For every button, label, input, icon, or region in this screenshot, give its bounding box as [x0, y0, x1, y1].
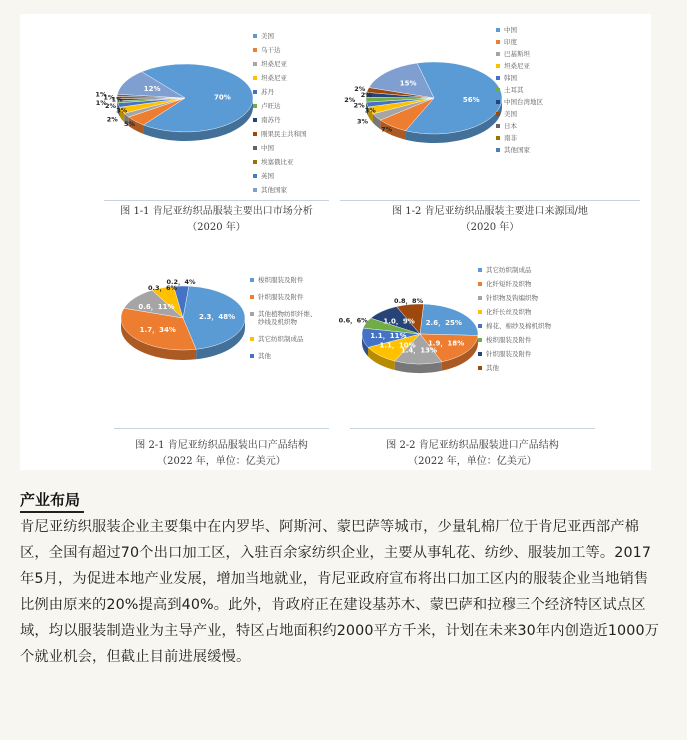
- legend-export-products: [250, 276, 320, 369]
- pie-data-label: 1.1，11%: [370, 332, 407, 341]
- pie-data-label: 3%: [116, 106, 128, 115]
- pie-data-label: 7%: [381, 125, 393, 134]
- section-title: 产业布局: [20, 491, 81, 509]
- figure-caption: [104, 204, 329, 236]
- legend-item: [250, 335, 320, 343]
- pie-data-label: 5%: [124, 120, 136, 129]
- legend-label: 印度: [504, 38, 517, 46]
- legend-item: [478, 294, 558, 302]
- legend-swatch: [253, 48, 257, 52]
- legend-swatch: [496, 100, 500, 104]
- pie-data-label: 1.9，18%: [427, 339, 465, 348]
- legend-item: [478, 280, 558, 288]
- pie-data-label: 12%: [143, 85, 161, 94]
- legend-swatch: [253, 132, 257, 136]
- legend-item: [253, 60, 307, 68]
- legend-swatch: [253, 76, 257, 80]
- pie-data-label: 1.4，13%: [400, 346, 438, 355]
- caption-line1: 图 2-2 肯尼亚纺织品服装进口产品结构: [386, 440, 559, 451]
- legend-label: 其他植物纺织纤维、纱线及机织物: [258, 310, 317, 326]
- legend-item: [253, 46, 307, 54]
- legend-item: [253, 130, 307, 138]
- divider: [340, 200, 640, 201]
- caption-line2: （2020 年）: [187, 222, 246, 233]
- legend-swatch: [253, 118, 257, 122]
- legend-item: [253, 32, 307, 40]
- legend-item: [496, 110, 543, 118]
- legend-item: [253, 74, 307, 82]
- legend-swatch: [478, 268, 482, 272]
- pie-data-label: 0.8，8%: [394, 296, 424, 305]
- legend-label: 土耳其: [504, 86, 524, 94]
- legend-swatch: [253, 34, 257, 38]
- pie-chart-export-markets: [95, 36, 260, 166]
- pie-data-label: 2.3，48%: [198, 312, 236, 321]
- legend-item: [496, 50, 543, 58]
- legend-swatch: [496, 52, 500, 56]
- legend-swatch: [250, 354, 254, 358]
- legend-item: [478, 266, 558, 274]
- pie-data-label: 3%: [356, 117, 369, 126]
- legend-swatch: [253, 160, 257, 164]
- legend-label: 化纤短纤及织物: [486, 280, 532, 288]
- pie-data-label: 56%: [462, 95, 480, 104]
- pie-data-label: 0.6，6%: [338, 316, 368, 325]
- legend-label: 巴基斯坦: [504, 50, 530, 58]
- pie-data-label: 1%: [103, 93, 115, 102]
- legend-item: [496, 26, 543, 34]
- legend-label: 其他国家: [261, 186, 287, 194]
- legend-item: [253, 158, 307, 166]
- legend-item: [478, 336, 558, 344]
- caption-line1: 图 1-2 肯尼亚纺织品服装主要进口来源国/地: [392, 206, 588, 217]
- legend-label: 美国: [261, 32, 274, 40]
- legend-label: 棉花、棉纱及棉机织物: [486, 322, 551, 330]
- legend-label: 埃塞俄比亚: [261, 158, 294, 166]
- legend-item: [496, 38, 543, 46]
- legend-swatch: [253, 174, 257, 178]
- pie-chart-import-products: [338, 282, 488, 392]
- legend-item: [250, 276, 320, 284]
- legend-swatch: [478, 324, 482, 328]
- legend-item: [496, 74, 543, 82]
- pie-data-label: 2%: [353, 101, 365, 110]
- legend-label: 其它纺织制成品: [486, 266, 532, 274]
- legend-label: 坦桑尼亚: [261, 74, 287, 82]
- legend-label: 美国: [504, 110, 517, 118]
- legend-item: [478, 364, 558, 372]
- legend-swatch: [478, 296, 482, 300]
- legend-label: 梭织服装及附件: [258, 276, 304, 284]
- legend-swatch: [253, 104, 257, 108]
- legend-swatch: [478, 282, 482, 286]
- legend-label: 南非: [504, 134, 517, 142]
- pie-data-label: 2%: [354, 84, 366, 93]
- figure-caption: [350, 438, 595, 470]
- legend-swatch: [496, 124, 500, 128]
- legend-label: 其他国家: [504, 146, 530, 154]
- pie-data-label: 0.3，6%: [147, 283, 178, 292]
- legend-item: [496, 98, 543, 106]
- legend-item: [478, 308, 558, 316]
- legend-label: 南苏丹: [261, 116, 281, 124]
- legend-item: [253, 116, 307, 124]
- legend-swatch: [496, 136, 500, 140]
- pie-chart-import-sources: [344, 36, 506, 166]
- legend-item: [253, 186, 307, 194]
- legend-label: 卢旺达: [261, 102, 281, 110]
- legend-item: [253, 88, 307, 96]
- legend-item: [478, 322, 558, 330]
- pie-data-label: 1%: [95, 90, 107, 99]
- legend-export-markets: [253, 32, 307, 200]
- divider: [114, 428, 329, 429]
- pie-data-label: 2%: [106, 115, 118, 124]
- pie-data-label: 0.2，4%: [166, 278, 196, 287]
- legend-swatch: [253, 62, 257, 66]
- legend-swatch: [478, 310, 482, 314]
- legend-swatch: [253, 90, 257, 94]
- legend-item: [496, 122, 543, 130]
- legend-swatch: [496, 28, 500, 32]
- pie-data-label: 3%: [364, 106, 376, 115]
- pie-data-label: 2%: [104, 101, 117, 110]
- body-paragraph: 肯尼亚纺织服装企业主要集中在内罗毕、阿斯河、蒙巴萨等城市，少量轧棉厂位于肯尼亚西部产棉区，全国有超过70个出口加工区，入驻百余家纺织企业，主要从事轧花、纺纱、服装加工等。2017年5月，为促进本地产业发展，增加当地就业，肯尼亚政府宣布将出口加工区内的服装企业当地销售比例由原来的20%提高到40%。此外，肯政府正在建设基苏木、蒙巴萨和拉穆三个经济特区试点区域，均以服装制造业为主导产业，特区占地面积约2000平方千米，计划在未来30年内创造近1000万个就业机会，但截止目前进展缓慢。: [20, 519, 660, 665]
- figure-panel: [20, 14, 651, 470]
- legend-swatch: [250, 337, 254, 341]
- legend-label: 针织服装及附件: [258, 293, 304, 301]
- caption-line1: 图 1-1 肯尼亚纺织品服装主要出口市场分析: [120, 206, 313, 217]
- legend-label: 日本: [504, 122, 517, 130]
- caption-line1: 图 2-1 肯尼亚纺织品服装出口产品结构: [135, 440, 308, 451]
- legend-swatch: [496, 88, 500, 92]
- legend-label: 中国: [504, 26, 517, 34]
- legend-import-sources: [496, 26, 543, 158]
- legend-label: 坦桑尼亚: [504, 62, 530, 70]
- legend-swatch: [496, 148, 500, 152]
- pie-data-label: 2%: [344, 96, 356, 105]
- legend-label: 中国: [261, 144, 274, 152]
- legend-label: 其他: [486, 364, 499, 372]
- legend-label: 刚果民主共和国: [261, 130, 307, 138]
- legend-swatch: [496, 112, 500, 116]
- legend-item: [496, 146, 543, 154]
- legend-swatch: [253, 146, 257, 150]
- pie-data-label: 70%: [214, 93, 231, 102]
- legend-swatch: [478, 352, 482, 356]
- pie-data-label: 1%: [111, 95, 123, 104]
- legend-item: [250, 293, 320, 301]
- legend-label: 其它纺织制成品: [258, 335, 304, 343]
- pie-data-label: 2.6，25%: [425, 318, 462, 327]
- pie-data-label: 0.6，11%: [138, 302, 175, 311]
- legend-swatch: [478, 366, 482, 370]
- legend-label: 坦桑尼亚: [261, 60, 287, 68]
- caption-line2: （2022 年，单位：亿美元）: [157, 456, 286, 467]
- pie-data-label: 1%: [95, 98, 107, 107]
- legend-label: 针织服装及附件: [486, 350, 532, 358]
- legend-item: [253, 144, 307, 152]
- caption-line2: （2022 年，单位：亿美元）: [408, 456, 537, 467]
- legend-swatch: [250, 312, 254, 316]
- legend-item: [496, 86, 543, 94]
- figure-caption: [340, 204, 640, 236]
- legend-item: [496, 62, 543, 70]
- pie-data-label: 2%: [360, 90, 372, 99]
- divider: [104, 200, 329, 201]
- legend-item: [253, 172, 307, 180]
- title-underline: [20, 511, 84, 513]
- legend-swatch: [478, 338, 482, 342]
- pie-data-label: 1.1，10%: [379, 341, 416, 350]
- legend-swatch: [250, 278, 254, 282]
- legend-label: 中国台湾地区: [504, 98, 543, 106]
- legend-import-products: [478, 266, 558, 378]
- legend-item: [496, 134, 543, 142]
- legend-swatch: [496, 40, 500, 44]
- legend-label: 梭织服装及附件: [486, 336, 532, 344]
- pie-chart-export-products: [115, 264, 255, 384]
- legend-label: 苏丹: [261, 88, 274, 96]
- divider: [350, 428, 595, 429]
- legend-label: 针织物及钩编织物: [486, 294, 538, 302]
- pie-data-label: 15%: [399, 79, 417, 88]
- legend-item: [250, 310, 320, 326]
- legend-label: 韩国: [504, 74, 517, 82]
- legend-swatch: [496, 64, 500, 68]
- caption-line2: （2020 年）: [460, 222, 520, 233]
- figure-caption: [114, 438, 329, 470]
- legend-swatch: [496, 76, 500, 80]
- pie-data-label: 1.7，34%: [139, 325, 176, 334]
- pie-data-label: 1.0，9%: [383, 317, 415, 326]
- legend-label: 其他: [258, 352, 271, 360]
- legend-swatch: [253, 188, 257, 192]
- legend-label: 英国: [261, 172, 274, 180]
- legend-item: [478, 350, 558, 358]
- legend-swatch: [250, 295, 254, 299]
- legend-item: [250, 352, 320, 360]
- legend-item: [253, 102, 307, 110]
- legend-label: 化纤长丝及织物: [486, 308, 532, 316]
- legend-label: 乌干达: [261, 46, 281, 54]
